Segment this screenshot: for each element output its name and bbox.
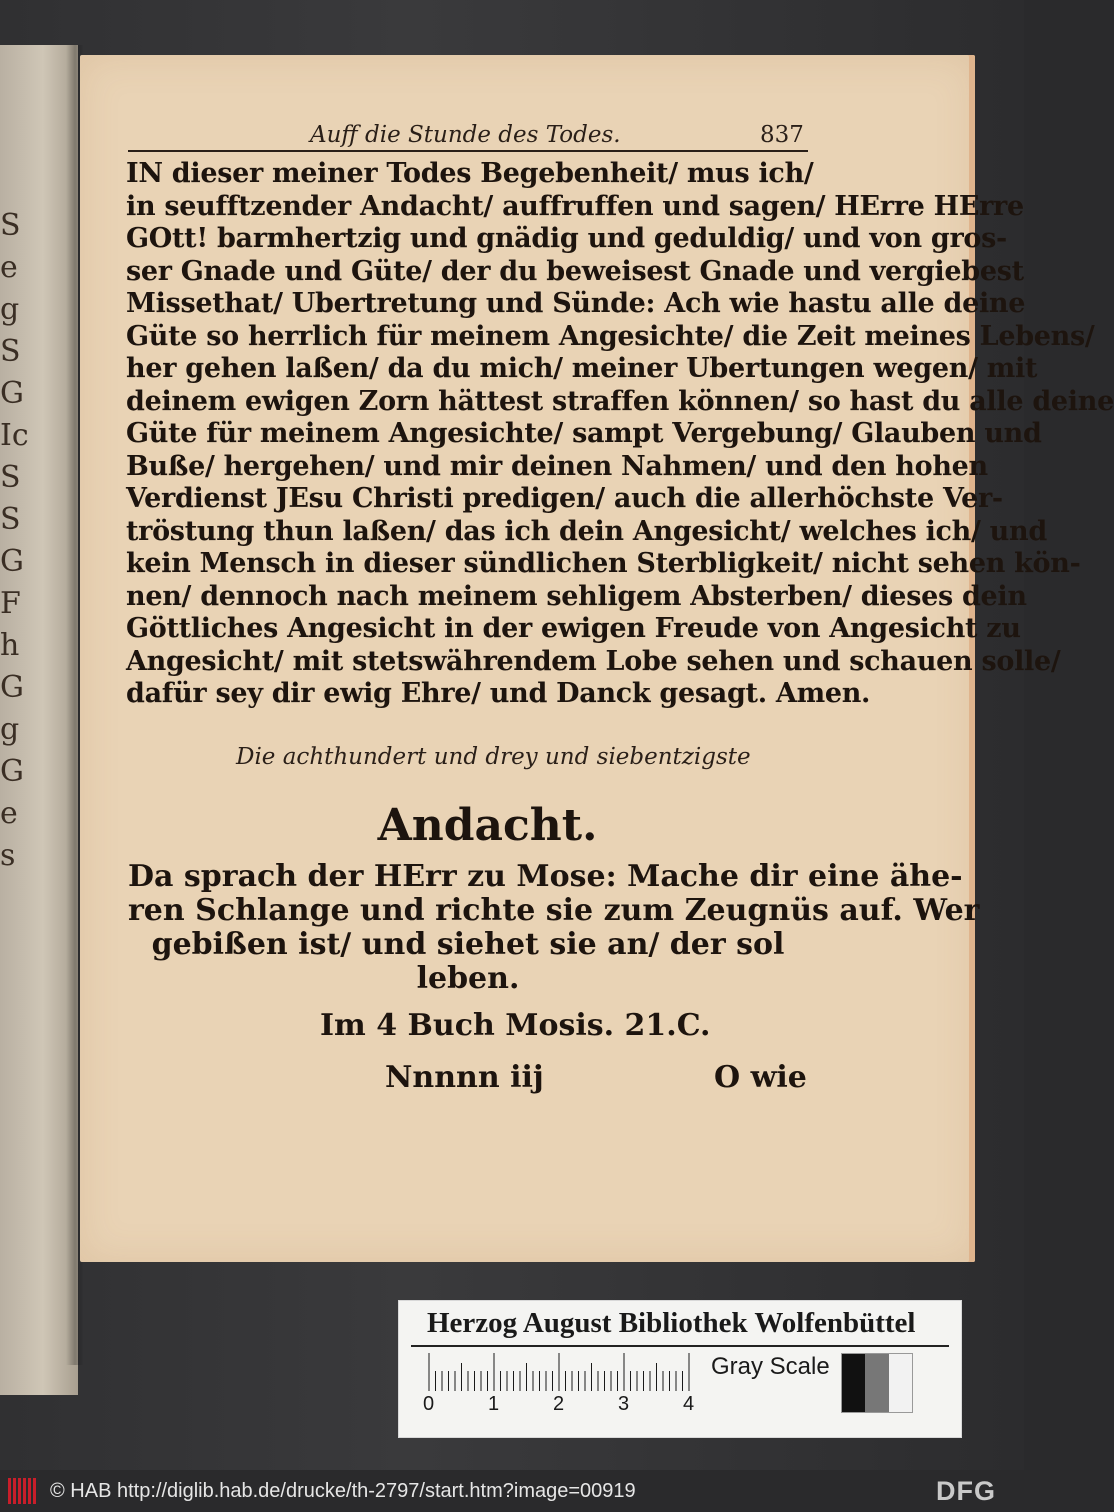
text-line: Verdienst JEsu Christi predigen/ auch die allerhöchste Ver- (126, 483, 1003, 514)
hab-card-rule (411, 1345, 949, 1347)
prev-page-glyph: G (0, 670, 24, 705)
verse-line: ren Schlange und richte sie zum Zeugnüs auf. Wer (128, 893, 980, 928)
prev-page-glyph: e (0, 250, 18, 285)
gray-swatch (842, 1354, 865, 1412)
prev-page-glyph: S (0, 334, 21, 369)
text-line: in seufftzender Andacht/ auffruffen und sagen/ HErre HErre (126, 190, 1024, 222)
andacht-title: Andacht. (377, 800, 598, 851)
running-head: Auff die Stunde des Todes. (310, 122, 621, 148)
text-line: IN dieser meiner Todes Begebenheit/ mus ich/ (126, 158, 814, 189)
prev-page-glyph: G (0, 754, 24, 789)
hab-color-card (398, 1300, 962, 1438)
prev-page-glyph: F (0, 586, 21, 621)
grayscale-label: Gray Scale (711, 1353, 830, 1380)
prev-page-glyph: S (0, 460, 21, 495)
text-line: kein Mensch in dieser sündlichen Sterbligkeit/ nicht sehen kön- (126, 548, 1081, 579)
text-line: ser Gnade und Güte/ der du beweisest Gnade und vergiebest (126, 255, 1024, 287)
prev-page-glyph: h (0, 628, 20, 663)
verse-line: gebißen ist/ und siehet sie an/ der sol (151, 927, 785, 962)
ruler-number: 0 (423, 1393, 435, 1415)
catchword: O wie (714, 1060, 807, 1095)
verse-line: leben. (416, 961, 520, 996)
gray-swatch (889, 1354, 912, 1412)
text-line: Güte so herrlich für meinem Angesichte/ die Zeit meines Lebens/ (126, 320, 1095, 352)
scripture-reference: Im 4 Buch Mosis. 21.C. (320, 1008, 711, 1043)
text-line: Güte für meinem Angesichte/ sampt Vergebung/ Glauben und (126, 418, 1042, 449)
prev-page-glyph: G (0, 544, 24, 579)
section-heading: Die achthundert und drey und siebentzigste (236, 744, 751, 770)
printer-signature: Nnnnn iij (385, 1060, 544, 1095)
hab-bars-icon (8, 1478, 36, 1504)
footer-bar (0, 1470, 1024, 1512)
previous-page-glyphs (0, 205, 30, 877)
gray-swatch (865, 1354, 888, 1412)
text-line: GOtt! barmhertzig und gnädig und geduldig/ und von gros- (126, 223, 1007, 254)
text-line: Angesicht/ mit stetswährendem Lobe sehen und schauen solle/ (126, 645, 1061, 677)
hab-card-title: Herzog August Bibliothek Wolfenbüttel (427, 1307, 916, 1339)
ruler-number: 3 (618, 1393, 630, 1415)
page-number: 837 (760, 122, 804, 148)
text-line: tröstung thun laßen/ das ich dein Angesicht/ welches ich/ und (126, 515, 1047, 547)
text-line: Buße/ hergehen/ und mir deinen Nahmen/ und den hohen (126, 450, 988, 482)
footer-copyright-link[interactable]: © HAB http://diglib.hab.de/drucke/th-2797/start.htm?image=00919 (50, 1480, 636, 1502)
prev-page-glyph: g (0, 712, 20, 747)
prev-page-glyph: S (0, 502, 21, 537)
dfg-logo: DFG (936, 1476, 996, 1506)
prev-page-glyph: g (0, 292, 20, 327)
ruler-number: 1 (488, 1393, 500, 1415)
prayer-text (126, 158, 1114, 711)
prev-page-glyph: e (0, 796, 18, 831)
text-line: Göttliches Angesicht in der ewigen Freude von Angesicht zu (126, 613, 1021, 644)
header-rule (128, 150, 808, 152)
verse-line: Da sprach der HErr zu Mose: Mache dir eine ähe- (128, 859, 963, 894)
text-line: Missethat/ Ubertretung und Sünde: Ach wie hastu alle deine (126, 288, 1026, 319)
prev-page-glyph: G (0, 376, 24, 411)
grayscale-swatches (841, 1353, 913, 1413)
ruler-number: 2 (553, 1393, 565, 1415)
text-line: nen/ dennoch nach meinem sehligem Absterben/ dieses dein (126, 580, 1027, 612)
ruler-number: 4 (683, 1393, 695, 1415)
text-line: deinem ewigen Zorn hättest straffen können/ so hast du alle deine (126, 385, 1114, 417)
prev-page-glyph: Ic (0, 418, 29, 453)
prev-page-glyph: S (0, 208, 21, 243)
text-line: dafür sey dir ewig Ehre/ und Danck gesagt. Amen. (126, 678, 871, 709)
ruler-scale (427, 1351, 695, 1391)
bible-verse (128, 859, 980, 996)
text-line: her gehen laßen/ da du mich/ meiner Ubertungen wegen/ mit (126, 353, 1038, 384)
prev-page-glyph: s (0, 838, 16, 873)
